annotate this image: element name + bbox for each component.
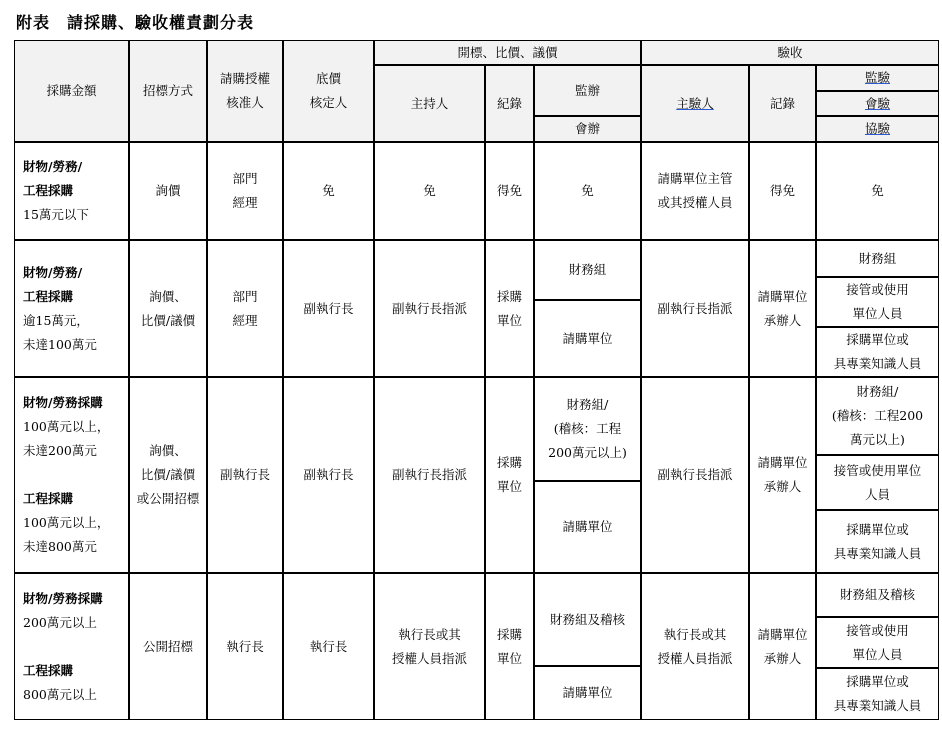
header-acc-assist bbox=[816, 116, 939, 142]
header-supervise: 監辦 bbox=[534, 65, 641, 116]
amount-text bbox=[23, 587, 103, 707]
approver-cell: 副執行長 bbox=[207, 377, 283, 573]
approver-cell: 部門 經理 bbox=[207, 142, 283, 240]
header-acc-record: 記錄 bbox=[749, 65, 816, 142]
amount-cell bbox=[14, 142, 129, 240]
spacer bbox=[23, 635, 103, 659]
amount-cell bbox=[14, 573, 129, 720]
inspector-cell: 副執行長指派 bbox=[641, 377, 749, 573]
acc-record-cell: 請購單位 承辦人 bbox=[749, 377, 816, 573]
acc-assist-cell: 採購單位或 具專業知識人員 bbox=[816, 510, 939, 573]
header-base-price: 底價 核定人 bbox=[283, 40, 374, 142]
spacer bbox=[23, 463, 109, 487]
base-price-cell: 免 bbox=[283, 142, 374, 240]
header-method: 招標方式 bbox=[129, 40, 207, 142]
record-cell: 採購 單位 bbox=[485, 573, 534, 720]
header-acc-assist-text: 協驗 bbox=[864, 121, 890, 136]
header-acc-co bbox=[816, 91, 939, 116]
co-handle-cell: 請購單位 bbox=[534, 481, 641, 573]
amount-bold: 財物/勞務採購 bbox=[23, 590, 103, 606]
header-opening-group: 開標、比價、議價 bbox=[374, 40, 641, 65]
acc-assist-cell: 採購單位或 具專業知識人員 bbox=[816, 668, 939, 720]
header-acc-co-text: 會驗 bbox=[864, 95, 890, 111]
header-acc-supervise-text: 監驗 bbox=[864, 70, 890, 85]
header-inspector-text: 主驗人 bbox=[676, 95, 714, 111]
header-amount: 採購金額 bbox=[14, 40, 129, 142]
amount-text: 逾15萬元， 未達100萬元 bbox=[23, 312, 97, 352]
amount-text bbox=[23, 261, 97, 357]
acc-co-cell: 接管或使用單位 人員 bbox=[816, 455, 939, 510]
acc-record-cell: 請購單位 承辦人 bbox=[749, 573, 816, 720]
host-cell: 副執行長指派 bbox=[374, 377, 485, 573]
amount-bold: 財物/勞務採購 bbox=[23, 395, 103, 410]
header-host: 主持人 bbox=[374, 65, 485, 142]
header-record: 紀錄 bbox=[485, 65, 534, 142]
approver-cell: 執行長 bbox=[207, 573, 283, 720]
record-cell: 得免 bbox=[485, 142, 534, 240]
supervise-cell: 財務組/ (稽核：工程 200萬元以上) bbox=[534, 377, 641, 481]
amount-cell bbox=[14, 377, 129, 573]
acc-co-cell: 接管或使用 單位人員 bbox=[816, 277, 939, 327]
header-inspector bbox=[641, 65, 749, 142]
inspector-cell: 請購單位主管 或其授權人員 bbox=[641, 142, 749, 240]
amount-text: 15萬元以下 bbox=[23, 207, 89, 222]
amount-cell bbox=[14, 240, 129, 377]
inspector-cell: 執行長或其 授權人員指派 bbox=[641, 573, 749, 720]
co-handle-cell: 請購單位 bbox=[534, 300, 641, 377]
amount-text2: 800萬元以上 bbox=[23, 686, 97, 702]
acc-assist-cell: 採購單位或 具專業知識人員 bbox=[816, 327, 939, 377]
amount-text bbox=[23, 391, 109, 559]
method-cell: 詢價、 比價/議價 bbox=[129, 240, 207, 377]
base-price-cell: 副執行長 bbox=[283, 240, 374, 377]
acc-cell: 免 bbox=[816, 142, 939, 240]
acc-supervise-cell: 財務組/ (稽核：工程200 萬元以上) bbox=[816, 377, 939, 455]
acc-co-cell: 接管或使用 單位人員 bbox=[816, 617, 939, 668]
record-cell: 採購 單位 bbox=[485, 240, 534, 377]
method-cell: 詢價、 比價/議價 或公開招標 bbox=[129, 377, 207, 573]
acc-supervise-cell: 財務組及稽核 bbox=[816, 573, 939, 617]
base-price-cell: 執行長 bbox=[283, 573, 374, 720]
record-cell: 採購 單位 bbox=[485, 377, 534, 573]
method-cell: 公開招標 bbox=[129, 573, 207, 720]
acc-supervise-cell: 財務組 bbox=[816, 240, 939, 277]
acc-record-cell: 請購單位 承辦人 bbox=[749, 240, 816, 377]
supervise-cell: 財務組 bbox=[534, 240, 641, 300]
inspector-cell: 副執行長指派 bbox=[641, 240, 749, 377]
host-cell: 執行長或其 授權人員指派 bbox=[374, 573, 485, 720]
amount-bold2: 工程採購 bbox=[23, 662, 74, 678]
amount-text bbox=[23, 155, 89, 227]
host-cell: 副執行長指派 bbox=[374, 240, 485, 377]
header-acceptance-group: 驗收 bbox=[641, 40, 939, 65]
base-price-cell: 副執行長 bbox=[283, 377, 374, 573]
amount-text: 100萬元以上， 未達200萬元 bbox=[23, 419, 110, 458]
supervise-cell: 免 bbox=[534, 142, 641, 240]
amount-bold: 財物/勞務/ 工程採購 bbox=[23, 264, 83, 304]
header-approver: 請購授權 核准人 bbox=[207, 40, 283, 142]
header-acc-supervise bbox=[816, 65, 939, 91]
supervise-cell: 財務組及稽核 bbox=[534, 573, 641, 666]
amount-bold: 財物/勞務/ 工程採購 bbox=[23, 159, 83, 198]
amount-text: 200萬元以上 bbox=[23, 614, 97, 630]
host-cell: 免 bbox=[374, 142, 485, 240]
acc-record-cell: 得免 bbox=[749, 142, 816, 240]
amount-text2: 100萬元以上， 未達800萬元 bbox=[23, 515, 110, 554]
approver-cell: 部門 經理 bbox=[207, 240, 283, 377]
co-handle-cell: 請購單位 bbox=[534, 666, 641, 720]
page-title: 附表 請採購、驗收權責劃分表 bbox=[16, 13, 255, 32]
header-co-handle: 會辦 bbox=[534, 116, 641, 142]
amount-bold2: 工程採購 bbox=[23, 491, 74, 506]
method-cell: 詢價 bbox=[129, 142, 207, 240]
